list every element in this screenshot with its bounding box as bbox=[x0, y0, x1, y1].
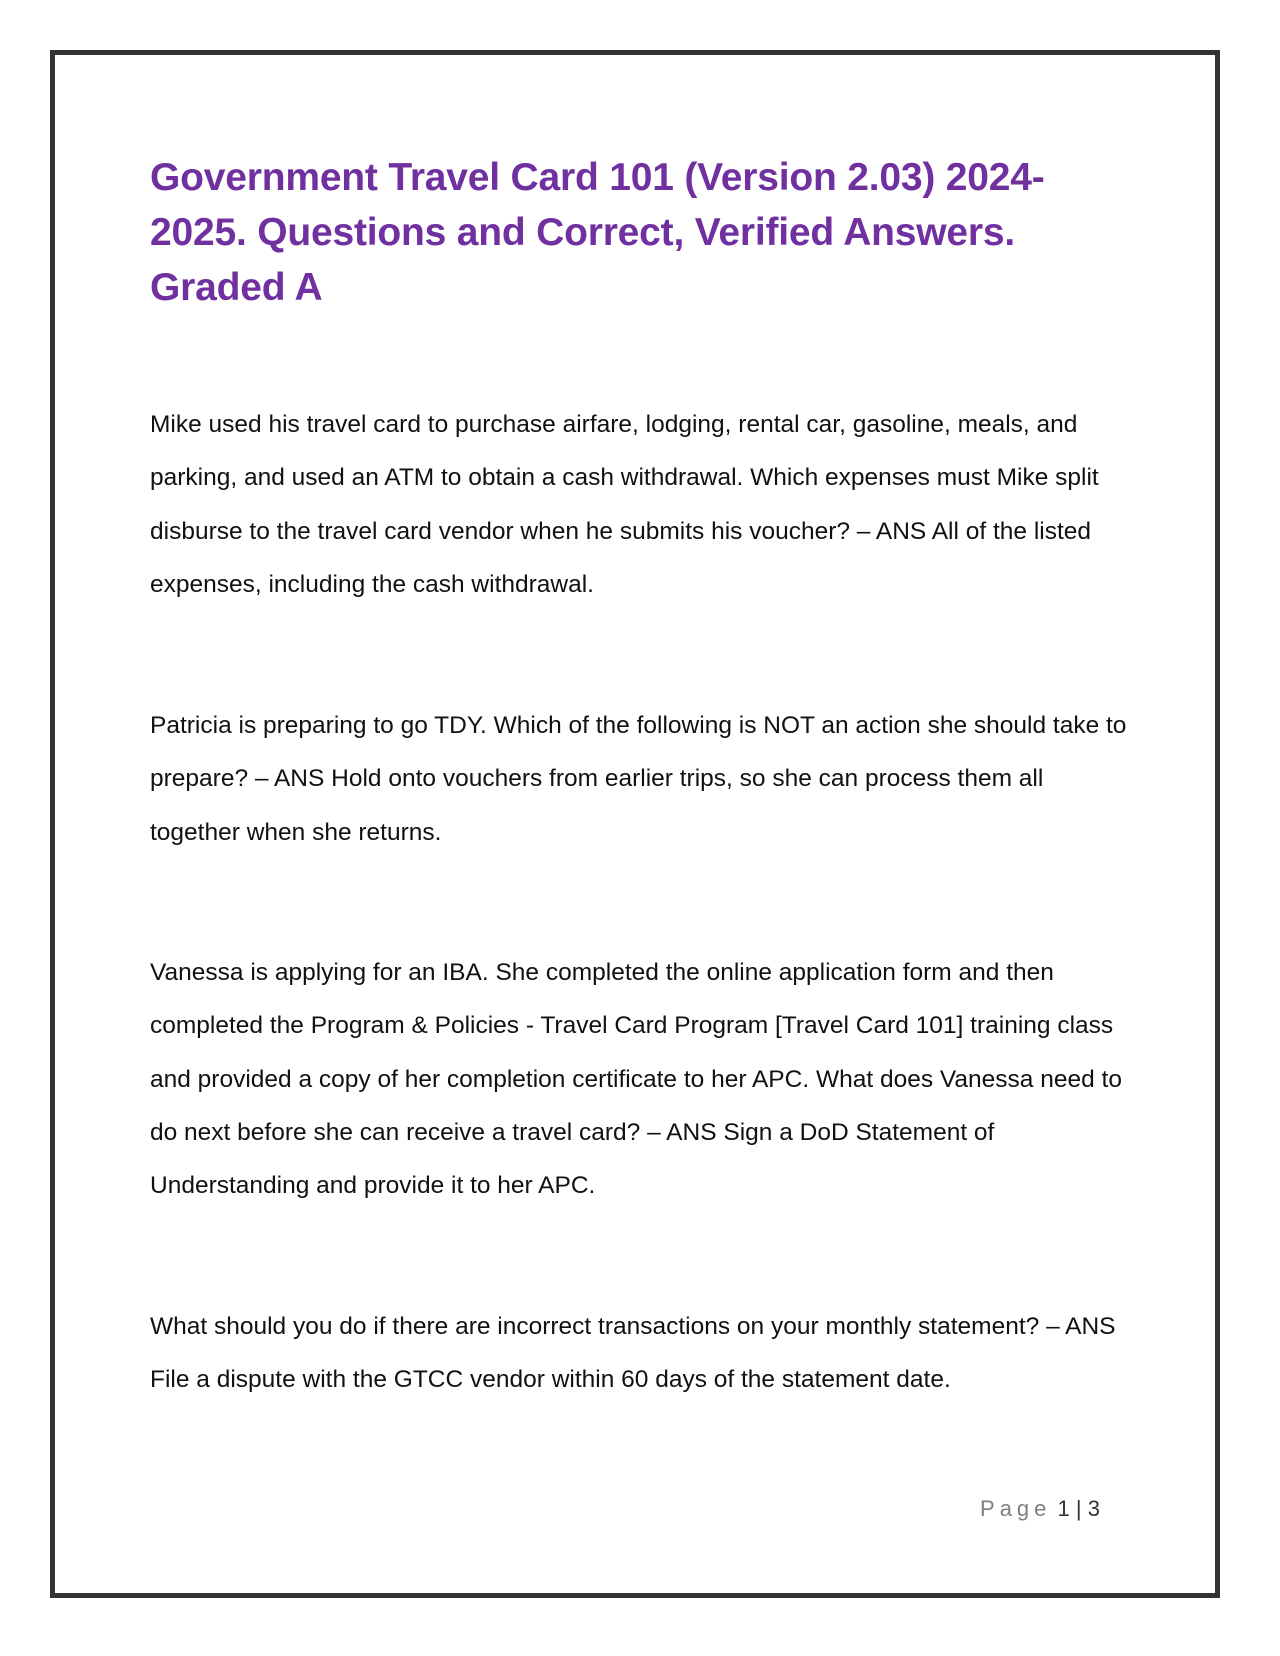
page-footer bbox=[980, 1496, 1100, 1522]
page-separator: | bbox=[1075, 1496, 1082, 1521]
page-label: Page bbox=[980, 1496, 1052, 1521]
qa-paragraph-3: Vanessa is applying for an IBA. She completed the online application form and then completed the Program & Policies - Travel Card Program [Travel Card 101] training class and provided a copy of her completion certificate to her APC. What does Vanessa need to do next before she can receive a travel card? – ANS Sign a DoD Statement of Understanding and provide it to her APC. bbox=[150, 959, 1122, 1200]
total-pages-number: 3 bbox=[1087, 1496, 1100, 1521]
qa-paragraph-2: Patricia is preparing to go TDY. Which of the following is NOT an action she should take to prepare? – ANS Hold onto vouchers from earlier trips, so she can process them all together when she returns. bbox=[150, 712, 1127, 846]
qa-paragraph-1: Mike used his travel card to purchase airfare, lodging, rental car, gasoline, meals, and parking, and used an ATM to obtain a cash withdrawal. Which expenses must Mike split disburse to the travel card vendor when he submits his voucher? – ANS All of the listed expenses, including the cash withdrawal. bbox=[150, 411, 1099, 598]
current-page-number: 1 bbox=[1057, 1496, 1070, 1521]
document-title: Government Travel Card 101 (Version 2.03) 2024-2025. Questions and Correct, Verified Answers. Graded A bbox=[150, 156, 1045, 309]
qa-paragraph-4: What should you do if there are incorrect transactions on your monthly statement? – ANS File a dispute with the GTCC vendor within 60 days of the statement date. bbox=[150, 1313, 1116, 1394]
